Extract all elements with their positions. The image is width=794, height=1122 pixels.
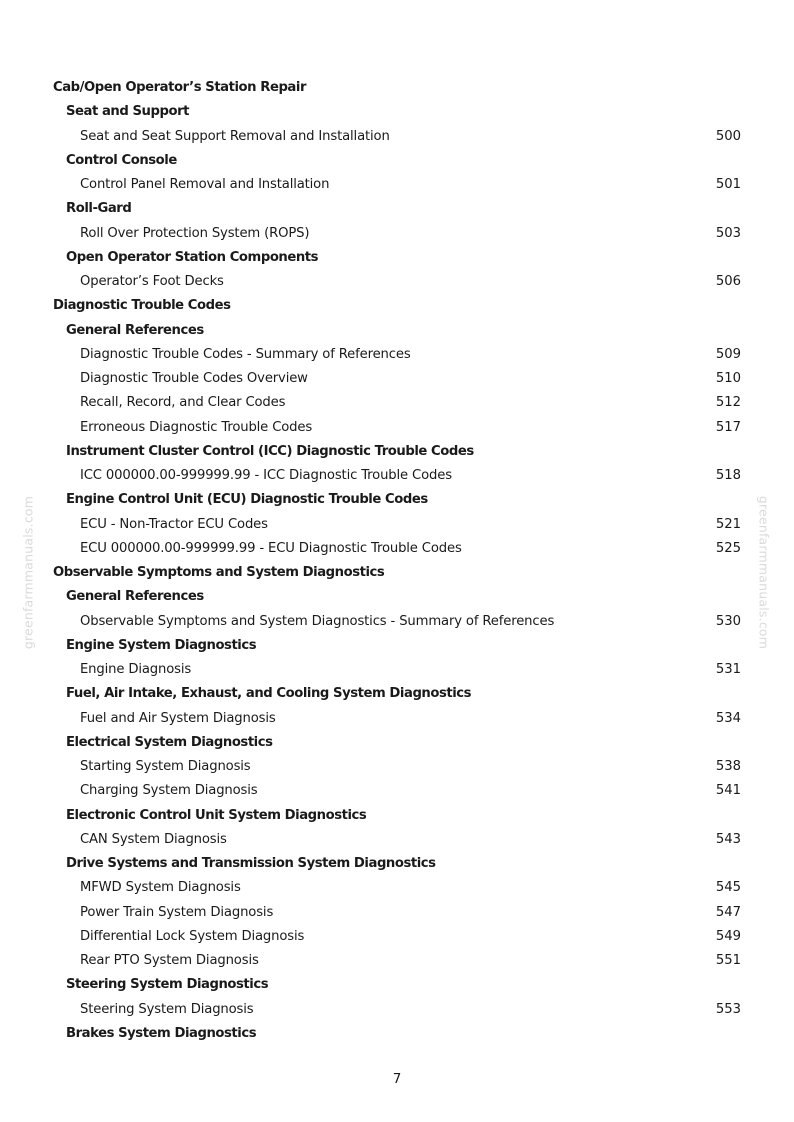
toc-title: General References xyxy=(66,589,204,605)
toc-subsection xyxy=(0,488,794,512)
toc-title: Charging System Diagnosis xyxy=(80,783,258,799)
toc-title: Seat and Seat Support Removal and Installation xyxy=(80,128,390,144)
toc-title: Engine System Diagnostics xyxy=(66,637,257,653)
toc-title: Fuel and Air System Diagnosis xyxy=(80,710,276,726)
toc-page-number: 509 xyxy=(715,346,741,362)
toc-title: Steering System Diagnosis xyxy=(80,1001,254,1017)
toc-page-number: 541 xyxy=(715,783,741,799)
toc-entry xyxy=(0,537,794,561)
toc-title: Open Operator Station Components xyxy=(66,249,319,265)
toc-page-number: 549 xyxy=(715,928,741,944)
toc-title: Starting System Diagnosis xyxy=(80,759,251,774)
toc-title: Rear PTO System Diagnosis xyxy=(80,953,259,968)
toc-title: CAN System Diagnosis xyxy=(80,831,227,847)
toc-section xyxy=(0,561,794,585)
toc-title: General References xyxy=(66,322,204,338)
toc-title: Drive Systems and Transmission System Diagnostics xyxy=(66,856,436,871)
toc-entry xyxy=(0,222,794,246)
toc-title: Recall, Record, and Clear Codes xyxy=(80,395,286,411)
toc-subsection xyxy=(0,319,794,343)
toc-page-number: 518 xyxy=(715,468,741,483)
toc-page-number: 501 xyxy=(715,177,741,192)
toc-title: Cab/Open Operator’s Station Repair xyxy=(53,80,307,95)
toc-section xyxy=(0,76,794,100)
toc-title: Steering System Diagnostics xyxy=(66,977,269,993)
toc-page-number: 521 xyxy=(715,516,741,532)
toc-title: Electronic Control Unit System Diagnostics xyxy=(66,807,367,823)
toc-page-number: 530 xyxy=(715,613,741,629)
toc-entry xyxy=(0,125,794,149)
toc-entry xyxy=(0,658,794,682)
toc-page-number: 512 xyxy=(715,395,741,411)
toc-subsection xyxy=(0,634,794,658)
toc-title: Roll Over Protection System (ROPS) xyxy=(80,225,310,241)
toc-entry xyxy=(0,343,794,367)
toc-title: ICC 000000.00-999999.99 - ICC Diagnostic Trouble Codes xyxy=(80,468,452,483)
toc-title: Instrument Cluster Control (ICC) Diagnostic Trouble Codes xyxy=(66,443,474,459)
toc-title: Diagnostic Trouble Codes - Summary of References xyxy=(80,346,411,362)
toc-page-number: 525 xyxy=(715,540,741,556)
toc-entry xyxy=(0,998,794,1022)
toc-page-number: 545 xyxy=(715,880,741,896)
toc-title: ECU - Non-Tractor ECU Codes xyxy=(80,516,268,532)
toc-entry xyxy=(0,876,794,900)
toc-title: Diagnostic Trouble Codes xyxy=(53,298,231,314)
toc-subsection xyxy=(0,1022,794,1046)
toc-entry xyxy=(0,513,794,537)
toc-title: Diagnostic Trouble Codes Overview xyxy=(80,371,308,386)
toc-title: Engine Diagnosis xyxy=(80,662,192,677)
toc-entry xyxy=(0,779,794,803)
toc-page-number: 547 xyxy=(715,904,741,920)
toc-title: ECU 000000.00-999999.99 - ECU Diagnostic Trouble Codes xyxy=(80,540,462,556)
toc-entry xyxy=(0,925,794,949)
toc-subsection xyxy=(0,682,794,706)
toc-subsection xyxy=(0,585,794,609)
toc-title: Power Train System Diagnosis xyxy=(80,904,274,920)
toc-title: Control Panel Removal and Installation xyxy=(80,177,330,192)
toc-page-number: 500 xyxy=(715,128,741,144)
toc-page-number: 538 xyxy=(715,759,741,774)
toc-subsection xyxy=(0,804,794,828)
toc-entry xyxy=(0,270,794,294)
toc-entry xyxy=(0,707,794,731)
toc-title: Brakes System Diagnostics xyxy=(66,1025,257,1041)
toc-entry xyxy=(0,828,794,852)
toc-entry xyxy=(0,949,794,973)
toc-page-number: 506 xyxy=(715,274,741,289)
toc-entry xyxy=(0,173,794,197)
toc-title: Observable Symptoms and System Diagnostics xyxy=(53,565,385,580)
toc-page-number: 534 xyxy=(715,710,741,726)
toc-subsection xyxy=(0,197,794,221)
toc-entry xyxy=(0,416,794,440)
toc-subsection xyxy=(0,149,794,173)
toc-entry xyxy=(0,464,794,488)
toc-title: Electrical System Diagnostics xyxy=(66,734,273,750)
toc-entry xyxy=(0,610,794,634)
watermark-left: greenfarmmanuals.com xyxy=(20,495,36,650)
toc-subsection xyxy=(0,246,794,270)
toc-entry xyxy=(0,391,794,415)
toc-subsection xyxy=(0,440,794,464)
toc-page-number: 543 xyxy=(715,831,741,847)
toc-title: Fuel, Air Intake, Exhaust, and Cooling System Diagnostics xyxy=(66,686,472,702)
toc-title: MFWD System Diagnosis xyxy=(80,880,241,896)
toc-subsection xyxy=(0,852,794,876)
toc-title: Differential Lock System Diagnosis xyxy=(80,928,305,944)
toc-title: Engine Control Unit (ECU) Diagnostic Trouble Codes xyxy=(66,492,428,508)
toc-title: Seat and Support xyxy=(66,104,189,120)
toc-section xyxy=(0,294,794,318)
toc-title: Control Console xyxy=(66,152,177,168)
toc-title: Erroneous Diagnostic Trouble Codes xyxy=(80,419,313,435)
toc-page-number: 551 xyxy=(715,953,741,968)
toc-entry xyxy=(0,755,794,779)
watermark-right: greenfarmmanuals.com xyxy=(756,495,772,650)
toc-page-number: 517 xyxy=(715,419,741,435)
toc-entry xyxy=(0,901,794,925)
toc-subsection xyxy=(0,973,794,997)
page-number: 7 xyxy=(392,1071,402,1087)
table-of-contents xyxy=(0,76,794,1046)
toc-page-number: 531 xyxy=(715,662,741,677)
toc-subsection xyxy=(0,731,794,755)
toc-title: Observable Symptoms and System Diagnostics - Summary of References xyxy=(80,613,555,629)
toc-page-number: 503 xyxy=(715,225,741,241)
toc-title: Roll-Gard xyxy=(66,201,132,217)
toc-page-number: 553 xyxy=(715,1001,741,1017)
toc-title: Operator’s Foot Decks xyxy=(80,274,224,289)
toc-subsection xyxy=(0,100,794,124)
toc-page-number: 510 xyxy=(715,371,741,386)
toc-entry xyxy=(0,367,794,391)
